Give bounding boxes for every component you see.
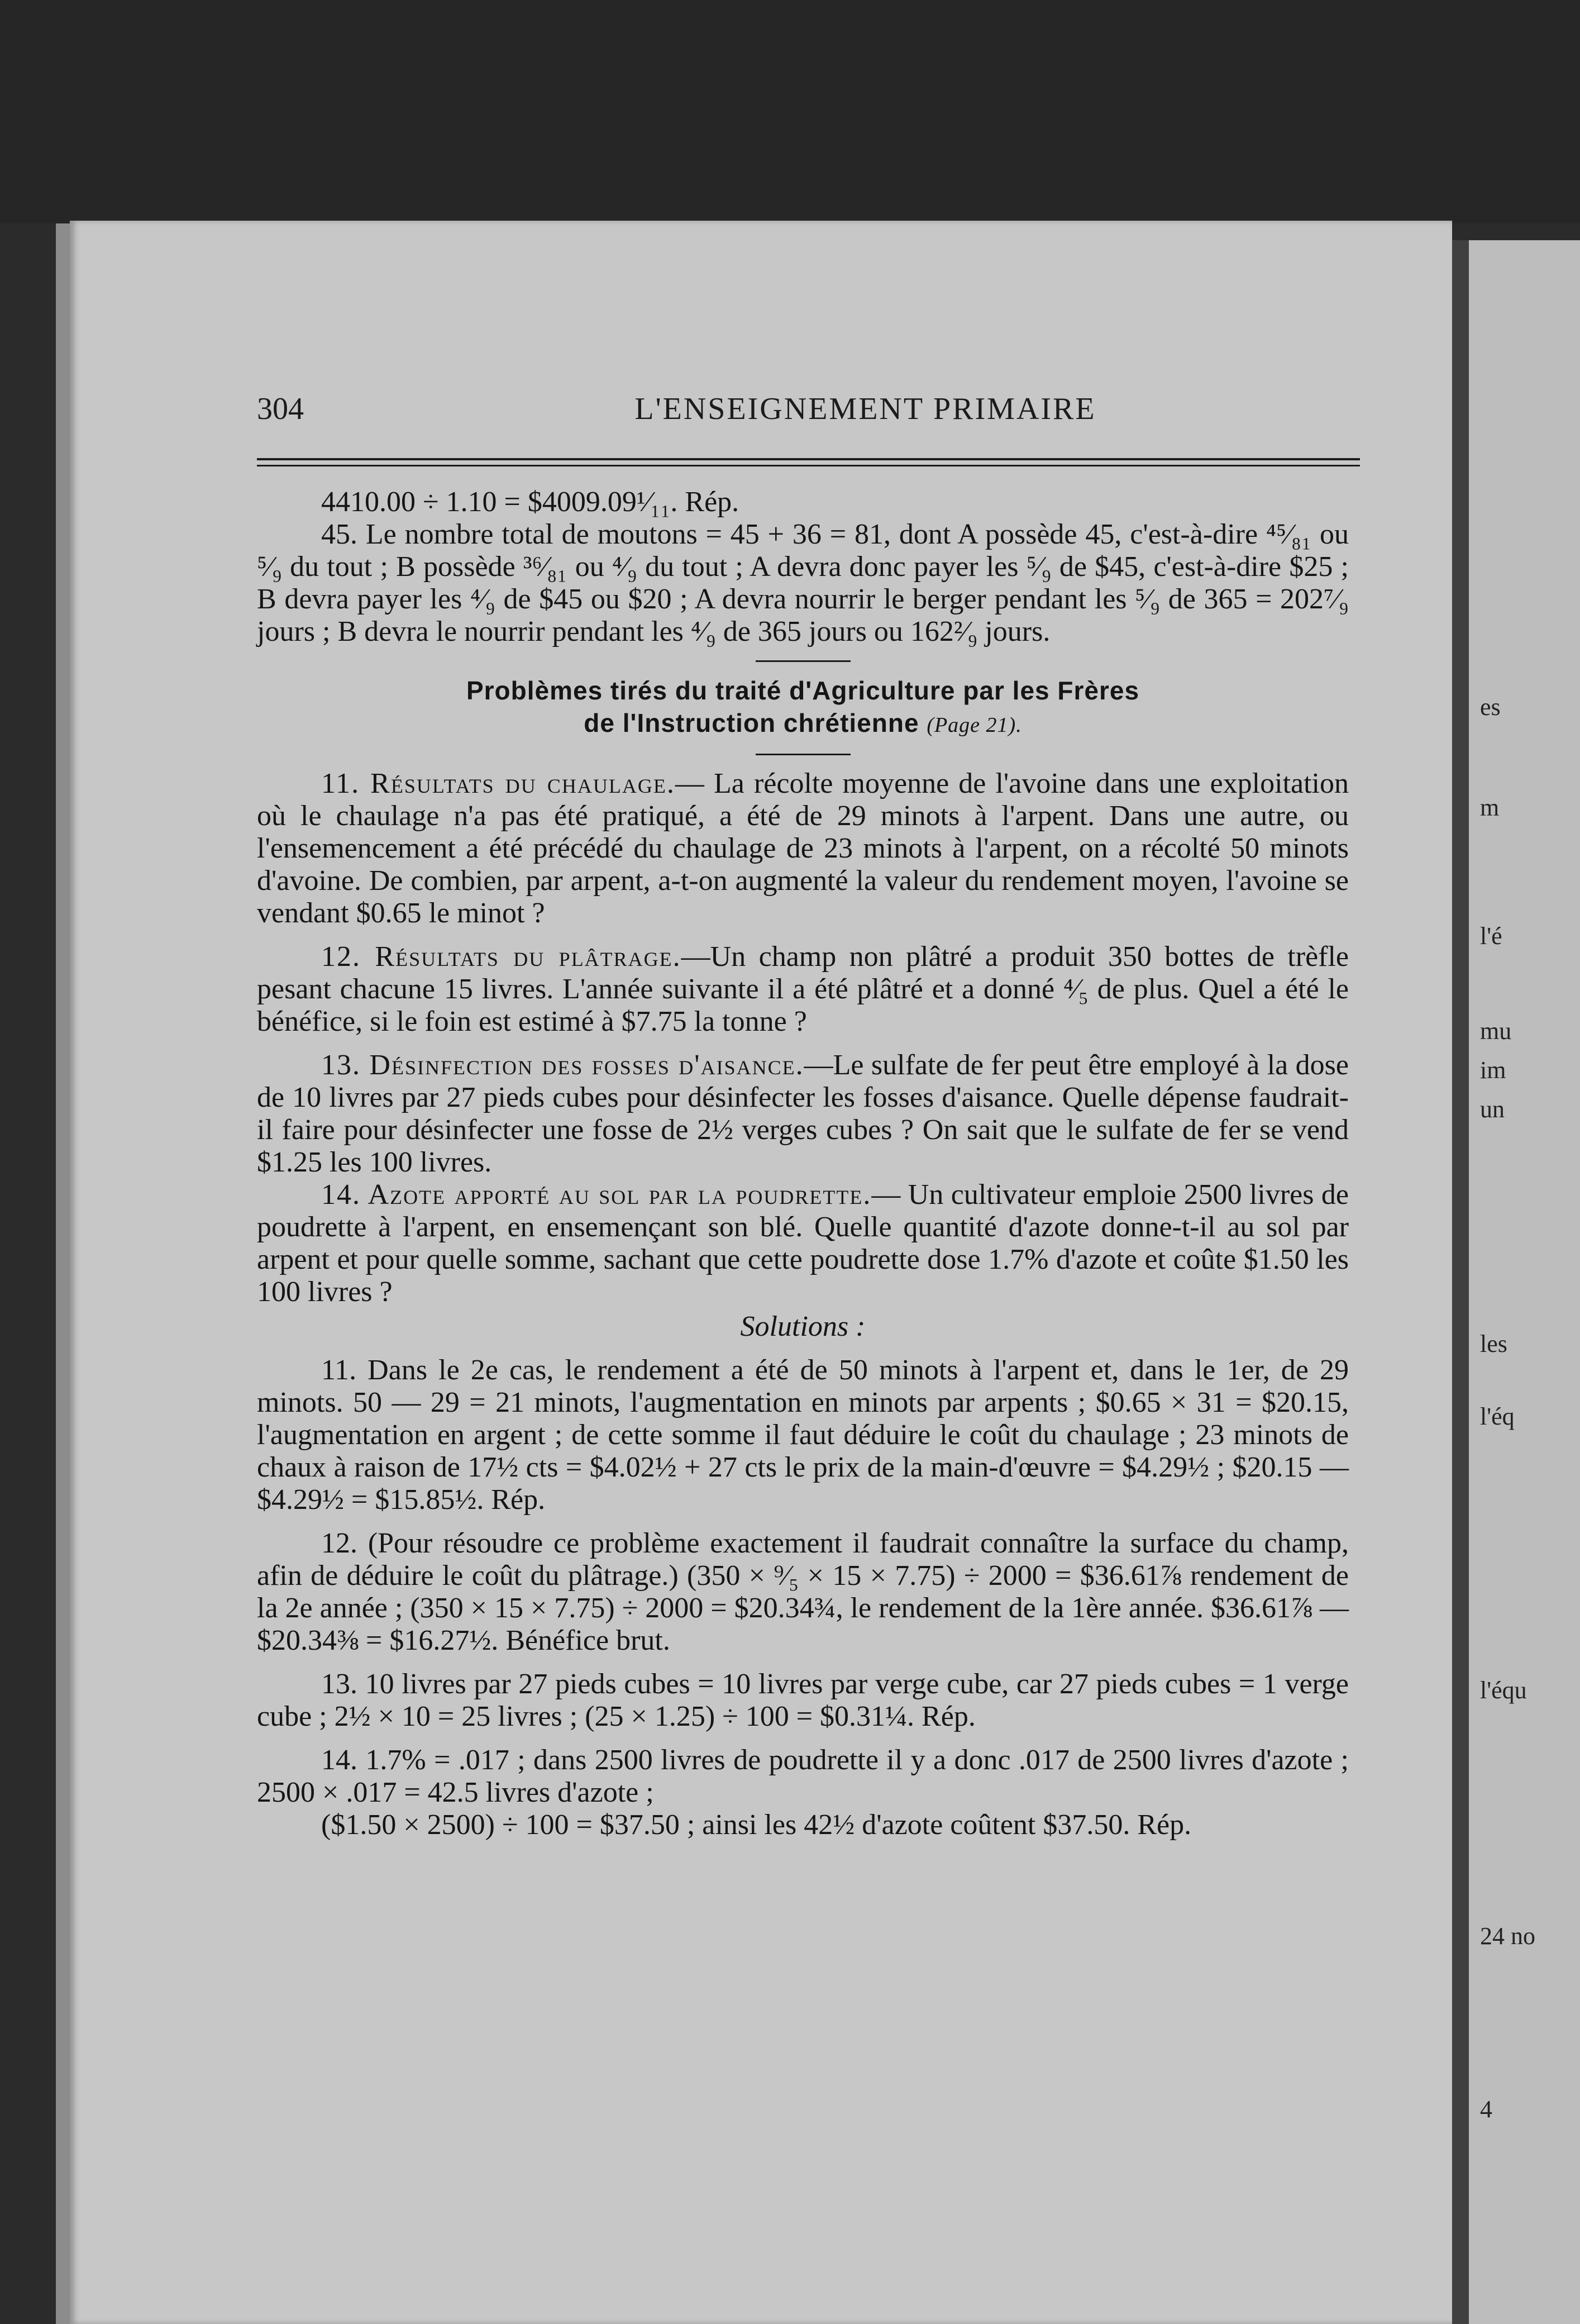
header-rule [257,458,1360,460]
problem-heading: 12. Résultats du plâtrage. [321,941,681,973]
problem-heading: 13. Désinfection des fosses d'aisance. [321,1049,804,1081]
page-reference: (Page 21). [927,713,1022,737]
paragraph-45: 45. Le nombre total de moutons = 45 + 36 = 81, dont A possède 45, c'est-à-dire ⁴⁵⁄₈₁ ou ⁵⁄₉ du tout ; B possède ³⁶⁄₈₁ ou ⁴⁄₉ du tout ; A devra donc payer les ⁵⁄₉ de $45, c'est-à-dire $25 ; B devra payer les ⁴⁄₉ de $45 ou $20 ; A devra nourrir le berger pendant les ⁵⁄₉ de 365 = 202⁷⁄₉ jours ; B devra le nourrir pendant les ⁴⁄₉ de 365 jours ou 162²⁄₉ jours. [257,518,1349,647]
page-number: 304 [257,392,304,426]
next-page-fragment: les [1480,1330,1507,1358]
next-page-fragment: l'éq [1480,1403,1515,1430]
next-page-fragment: l'é [1480,922,1502,950]
problem-11 [257,768,1349,930]
problem-13 [257,1049,1349,1179]
problem-heading: 14. Azote apporté au sol par la poudrette. [321,1179,872,1211]
book-gutter [1452,240,1469,2324]
next-page-fragment: un [1480,1096,1505,1123]
next-page-fragment: m [1480,794,1500,821]
next-page-fragment: im [1480,1056,1506,1084]
next-page-fragment: 24 no [1480,1922,1535,1950]
header-rule-thin [257,465,1360,466]
solution-13: 13. 10 livres par 27 pieds cubes = 10 livres par verge cube, car 27 pieds cubes = 1 verge cube ; 2½ × 10 = 25 livres ; (25 × 1.25) ÷ 100 = $0.31¼. Rép. [257,1668,1349,1732]
problem-text: — Un cultivateur emploie 2500 livres de poudrette à l'arpent, en ensemençant son blé. Quelle quantité d'azote donne-t-il au sol par arpent et pour quelle somme, sachant que cette poudrette dose 1.7% d'azote et coûte $1.50 les 100 livres ? [257,1179,1349,1308]
solution-12: 12. (Pour résoudre ce problème exactement il faudrait connaître la surface du champ, afin de déduire le coût du plâtrage.) (350 × ⁹⁄₅ × 15 × 7.75) ÷ 2000 = $36.61⅞ rendement de la 2e année ; (350 × 15 × 7.75) ÷ 2000 = $20.34¾, le rendement de la 1ère année. $36.61⅞ — $20.34⅜ = $16.27½. Bénéfice brut. [257,1527,1349,1656]
problem-12 [257,941,1349,1038]
solution-14-continued: ($1.50 × 2500) ÷ 100 = $37.50 ; ainsi les 42½ d'azote coûtent $37.50. Rép. [321,1809,1192,1841]
running-header [257,391,1474,430]
solution-11: 11. Dans le 2e cas, le rendement a été de 50 minots à l'arpent et, dans le 1er, de 29 minots. 50 — 29 = 21 minots, l'augmentation en minots par arpents ; $0.65 × 31 = $20.15, l'augmentation en argent ; de cette somme il faut déduire le coût du chaulage ; 23 minots de chaux à raison de 17½ cts = $4.02½ + 27 cts le prix de la main-d'œuvre = $4.29½ ; $20.15 — $4.29½ = $15.85½. Rép. [257,1354,1349,1516]
solutions-heading: Solutions : [740,1311,866,1342]
separator [756,754,851,755]
section-heading-line1: Problèmes tirés du traité d'Agriculture par les Frères [466,676,1140,705]
next-page-fragment: l'équ [1480,1677,1527,1704]
section-heading-line2: de l'Instruction chrétienne [584,708,919,737]
next-page-fragment: es [1480,693,1501,721]
problem-14 [257,1179,1349,1308]
problem-heading: 11. Résultats du chaulage. [321,768,675,799]
problem-text: — La récolte moyenne de l'avoine dans une exploitation où le chaulage n'a pas été pratiqué, a été de 29 minots à l'arpent. Dans une autre, ou l'ensemencement a été précédé du chaulage de 23 minots à l'arpent, on a récolté 50 minots d'avoine. De combien, par arpent, a-t-on augmenté la valeur du rendement moyen, l'avoine se vendant $0.65 le minot ? [257,768,1349,929]
problem-text: —Un champ non plâtré a produit 350 bottes de trèfle pesant chacune 15 livres. L'année suivante il a été plâtré et a donné ⁴⁄₅ de plus. Quel a été le bénéfice, si le foin est estimé à $7.75 la tonne ? [257,941,1349,1037]
separator [756,660,851,662]
scanner-background [0,0,1580,223]
running-title: L'ENSEIGNEMENT PRIMAIRE [634,392,1096,426]
next-page-fragment: mu [1480,1017,1512,1045]
next-page-fragment: 4 [1480,2096,1492,2123]
section-heading [257,674,1349,741]
answer-line: 4410.00 ÷ 1.10 = $4009.09¹⁄₁₁. Rép. [321,486,739,518]
solution-14: 14. 1.7% = .017 ; dans 2500 livres de poudrette il y a donc .017 de 2500 livres d'azote ; 2500 × .017 = 42.5 livres d'azote ; [257,1744,1349,1808]
next-page-edge [1469,240,1580,2324]
page-body [257,486,1349,1841]
problem-text: —Le sulfate de fer peut être employé à la dose de 10 livres par 27 pieds cubes pour désinfecter les fosses d'aisance. Quelle dépense faudrait-il faire pour désinfecter une fosse de 2½ verges cubes ? On sait que le sulfate de fer se vend $1.25 les 100 livres. [257,1049,1349,1178]
